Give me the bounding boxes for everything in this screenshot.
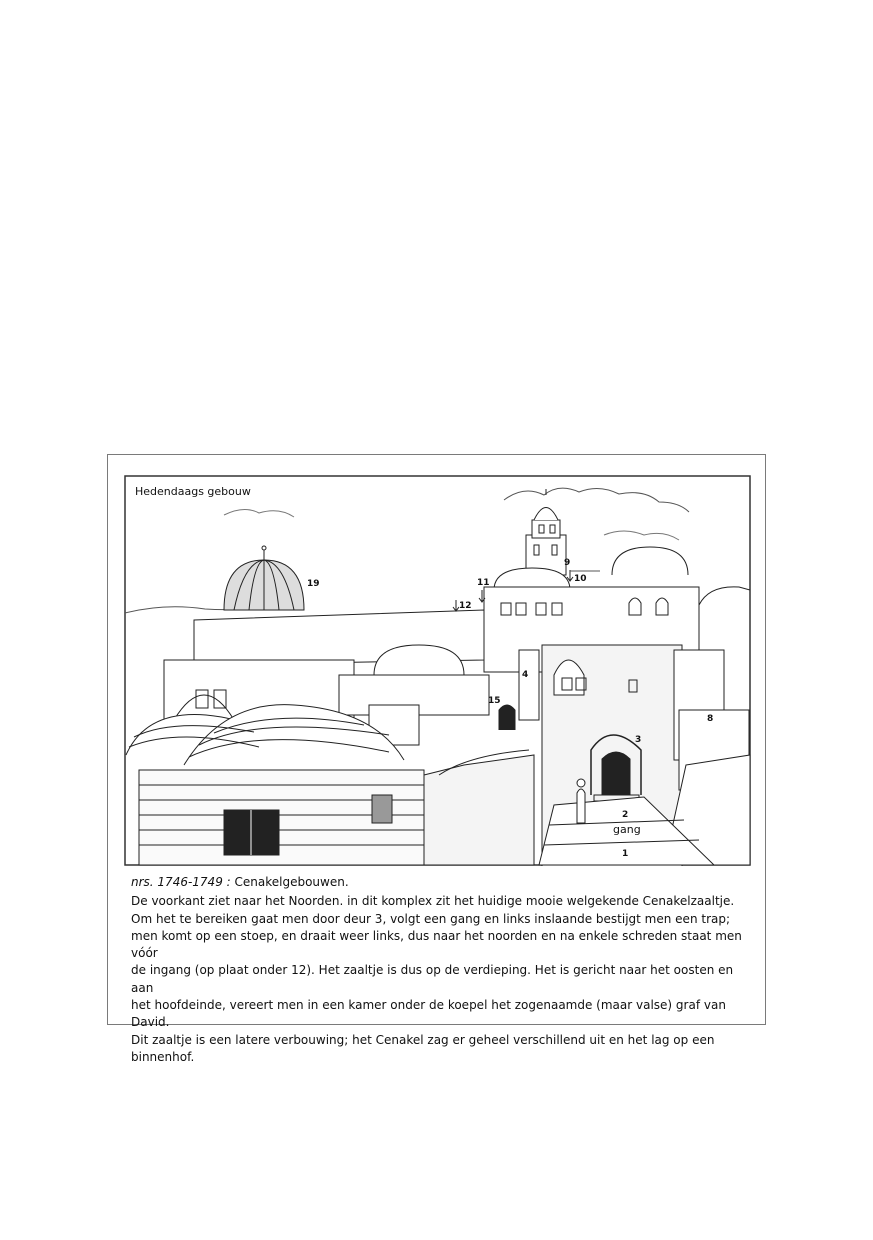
caption-line: binnenhof. <box>131 1049 195 1064</box>
label-10: 10 <box>574 574 587 584</box>
label-8: 8 <box>707 714 714 724</box>
caption-line: het hoofdeinde, vereert men in een kamer onder de koepel het zogenaamde (maar valse) graf van David. <box>131 998 726 1030</box>
caption-heading <box>131 874 751 891</box>
caption-line: De voorkant ziet naar het Noorden. in dit komplex zit het huidige mooie welgekende Cenakelzaaltje. <box>131 894 735 909</box>
label-4: 4 <box>522 670 529 680</box>
caption-line: Om het te bereiken gaat men door deur 3, volgt een gang en links inslaande bestijgt men een trap; <box>131 911 731 926</box>
label-11: 11 <box>477 578 490 588</box>
label-15: 15 <box>488 696 501 706</box>
cenacle-sketch <box>124 475 751 866</box>
label-2: 2 <box>622 810 629 820</box>
drawing-title: Hedendaags gebouw <box>135 485 251 498</box>
caption-line: men komt op een stoep, en draait weer links, dus naar het noorden en na enkele schreden staat men vóór <box>131 928 742 961</box>
caption-title: Cenakelgebouwen. <box>234 875 349 889</box>
catalog-numbers: nrs. 1746-1749 : <box>131 875 231 889</box>
caption-line: de ingang (op plaat onder 12). Het zaaltje is dus op de verdieping. Het is gericht naar het oosten en aan <box>131 963 734 995</box>
caption <box>131 874 751 1066</box>
caption-line: Dit zaaltje is een latere verbouwing; het Cenakel zag er geheel verschillend uit en het lag op een <box>131 1032 715 1047</box>
label-12: 12 <box>459 601 472 611</box>
label-gang: gang <box>613 823 641 836</box>
label-3: 3 <box>635 735 642 745</box>
label-19: 19 <box>307 579 320 589</box>
label-9: 9 <box>564 558 571 568</box>
label-1: 1 <box>622 849 629 859</box>
